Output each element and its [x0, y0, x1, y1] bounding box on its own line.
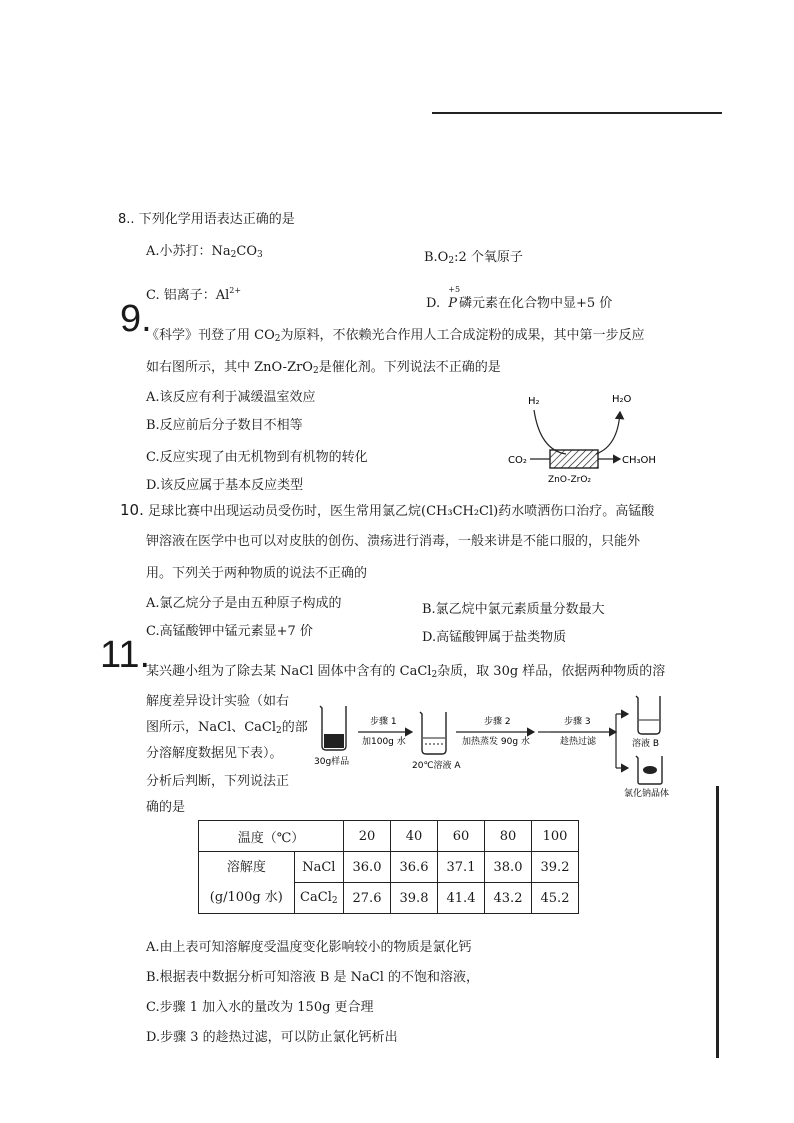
table-header-cell: 80 [485, 821, 532, 852]
table-header-cell: 20 [344, 821, 391, 852]
catalyst-label: ZnO-ZrO₂ [548, 475, 592, 485]
solubility-label-cell [199, 852, 295, 914]
table-cell: 41.4 [438, 883, 485, 914]
co2-label: CO₂ [508, 455, 527, 466]
temperature-header: 温度（℃） [199, 821, 344, 852]
question-10-line-3: 用。下列关于两种物质的说法不正确的 [146, 566, 368, 581]
question-10-line-1: 10. 足球比赛中出现运动员受伤时，医生常用氯乙烷(CH₃CH₂Cl)药水喷洒伤口治疗。高锰酸 [120, 501, 655, 519]
question-8-text: 下列化学用语表达正确的是 [138, 212, 295, 227]
question-8-option-b: $B.O_2:2$ 个氧原子 [424, 250, 523, 266]
question-11-line-5: 分析后判断，下列说法正 [146, 774, 290, 789]
sample-label: 30g样品 [314, 757, 350, 767]
question-8-stem [118, 208, 295, 227]
solution-a-label: 20℃溶液 A [412, 761, 461, 771]
question-9-option-c: C.反应实现了由无机物到有机物的转化 [146, 450, 368, 465]
step-2-action: 加热蒸发 90g 水 [462, 737, 530, 747]
table-cell: 45.2 [532, 883, 579, 914]
step-1-label: 步骤 1 [370, 717, 397, 727]
table-cell: 39.8 [391, 883, 438, 914]
question-11-line-4: 分溶解度数据见下表）。 [146, 746, 283, 761]
question-9-option-b: B.反应前后分子数目不相等 [146, 418, 303, 433]
table-cell: 36.6 [391, 852, 438, 883]
table-header-cell: 40 [391, 821, 438, 852]
question-9-line-2: 如右图所示，其中 ZnO-ZrO$_2$是催化剂。下列说法不正确的是 [146, 360, 501, 376]
question-8-option-c: C. 铝离子：$Al^{2+}$ [146, 286, 242, 303]
cacl2-label: CaCl$_2$ [294, 883, 343, 914]
table-row [199, 821, 579, 852]
question-10-number: 10. [120, 501, 144, 519]
table-row [199, 852, 579, 883]
h2-label: H₂ [528, 396, 540, 407]
question-8-number: 8.. [118, 212, 135, 227]
question-10-option-a: A.氯乙烷分子是由五种原子构成的 [146, 596, 342, 611]
nacl-label: NaCl [294, 852, 343, 883]
solution-b-label: 溶液 B [632, 739, 660, 749]
solubility-table [198, 820, 579, 914]
question-11-option-b: B.根据表中数据分析可知溶液 B 是 NaCl 的不饱和溶液， [146, 970, 479, 985]
table-header-cell: 100 [532, 821, 579, 852]
question-11-option-a: A.由上表可知溶解度受温度变化影响较小的物质是氯化钙 [146, 940, 472, 955]
crystal-dish-icon [636, 756, 662, 784]
question-10-option-c: C.高锰酸钾中锰元素显+7 价 [146, 624, 313, 639]
question-9-option-d: D.该反应属于基本反应类型 [146, 478, 304, 493]
step-3-label: 步骤 3 [564, 717, 591, 727]
h2o-label: H₂O [612, 394, 632, 405]
solubility-label: 溶解度 [226, 859, 266, 875]
table-cell: 39.2 [532, 852, 579, 883]
experiment-flow-diagram [306, 694, 706, 804]
solubility-unit: (g/100g 水) [209, 889, 283, 905]
question-11-line-2: 解度差异设计实验（如右 [146, 694, 290, 709]
question-9-option-a: A.该反应有利于减缓温室效应 [146, 390, 316, 405]
step-3-action: 趁热过滤 [560, 737, 597, 747]
table-header-cell: 60 [438, 821, 485, 852]
catalyst-block [550, 450, 598, 468]
step-2-label: 步骤 2 [484, 717, 511, 727]
step-1-action: 加100g 水 [362, 737, 406, 747]
table-cell: 38.0 [485, 852, 532, 883]
sample-beaker-icon [320, 706, 346, 750]
header-rule [432, 112, 722, 114]
table-cell: 43.2 [485, 883, 532, 914]
question-11-option-c: C.步骤 1 加入水的量改为 150g 更合理 [146, 1000, 374, 1015]
ch3oh-label: CH₃OH [622, 455, 656, 466]
question-8-option-d: D. +5 P 磷元素在化合物中显+5 价 [426, 285, 613, 311]
solution-a-beaker-icon [420, 712, 446, 754]
margin-rule [716, 786, 719, 1058]
h2o-output-arrow [596, 412, 620, 454]
question-10-option-b: B.氯乙烷中氯元素质量分数最大 [422, 602, 605, 617]
question-11-line-1: 某兴趣小组为了除去某 NaCl 固体中含有的 CaCl$_2$杂质，取 30g 样品，依据两种物质的溶 [146, 664, 666, 680]
reaction-diagram [500, 380, 680, 490]
question-9-number: 9. [120, 298, 152, 340]
question-8-option-a: A.小苏打：$Na_2CO_3$ [146, 244, 263, 260]
h2-input-arrow [534, 410, 566, 454]
solution-b-beaker-icon [636, 696, 660, 734]
question-10-option-d: D.高锰酸钾属于盐类物质 [422, 630, 567, 645]
table-cell: 36.0 [344, 852, 391, 883]
question-11-option-d: D.步骤 3 的趁热过滤，可以防止氯化钙析出 [146, 1030, 398, 1045]
question-9-line-1: 《科学》刊登了用 $CO_2$为原料，不依赖光合作用人工合成淀粉的成果，其中第一步反应 [146, 328, 645, 344]
question-10-line-2: 钾溶液在医学中也可以对皮肤的创伤、溃疡进行消毒，一般来讲是不能口服的，只能外 [146, 534, 641, 549]
crystal-label: 氯化钠晶体 [624, 789, 670, 799]
question-11-line-6: 确的是 [146, 800, 186, 815]
question-11-line-3: 图所示，NaCl、CaCl$_2$的部 [146, 720, 308, 736]
table-cell: 27.6 [344, 883, 391, 914]
table-cell: 37.1 [438, 852, 485, 883]
question-11-number: 11. [100, 634, 151, 676]
